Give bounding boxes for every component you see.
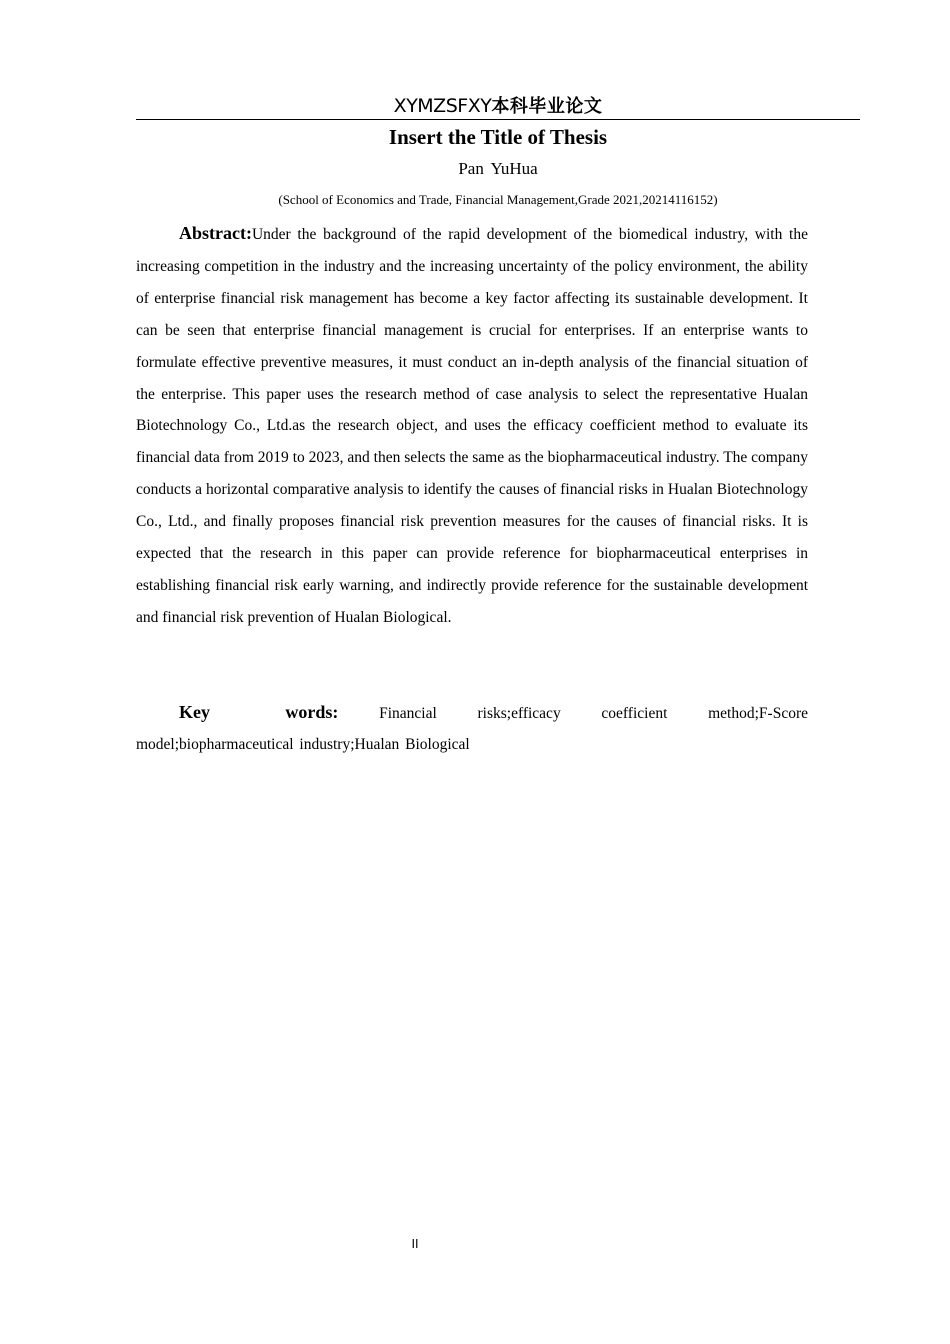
keywords-paragraph: [136, 697, 808, 760]
page-number: II: [411, 1237, 419, 1251]
running-header: [136, 93, 860, 120]
header-thesis-type: 本科毕业论文: [491, 96, 603, 117]
keywords-line-1: [136, 697, 808, 729]
abstract-paragraph: [136, 218, 808, 634]
keywords-label: Key words:: [179, 702, 339, 722]
abstract-label: Abstract:: [179, 223, 252, 243]
thesis-title: Insert the Title of Thesis: [388, 125, 608, 149]
header-institution-code: XYMZSFXY: [393, 95, 492, 117]
keywords-line-2: model;biopharmaceutical industry;Hualan Biological: [136, 736, 470, 753]
author-affiliation: (School of Economics and Trade, Financial Management,Grade 2021,20214116152): [278, 192, 718, 207]
author-name: Pan YuHua: [458, 159, 538, 178]
keywords-text-1: Financial risks;efficacy coefficient method;F-Score: [379, 705, 808, 722]
abstract-text: Under the background of the rapid development of the biomedical industry, with the increasing competition in the industry and the increasing uncertainty of the policy environment, the ability of enterprise financial risk management has become a key factor affecting its sustainable development. It can be seen that enterprise financial management is crucial for enterprises. If an enterprise wants to formulate effective preventive measures, it must conduct an in-depth analysis of the financial situation of the enterprise. This paper uses the research method of case analysis to select the representative Hualan Biotechnology Co., Ltd.as the research object, and uses the efficacy coefficient method to evaluate its financial data from 2019 to 2023, and then selects the same as the biopharmaceutical industry. The company conducts a horizontal comparative analysis to identify the causes of financial risks in Hualan Biotechnology Co., Ltd., and finally proposes financial risk prevention measures for the causes of financial risks. It is expected that the research in this paper can provide reference for biopharmaceutical enterprises in establishing financial risk early warning, and indirectly provide reference for the sustainable development and financial risk prevention of Hualan Biological.: [136, 226, 808, 626]
